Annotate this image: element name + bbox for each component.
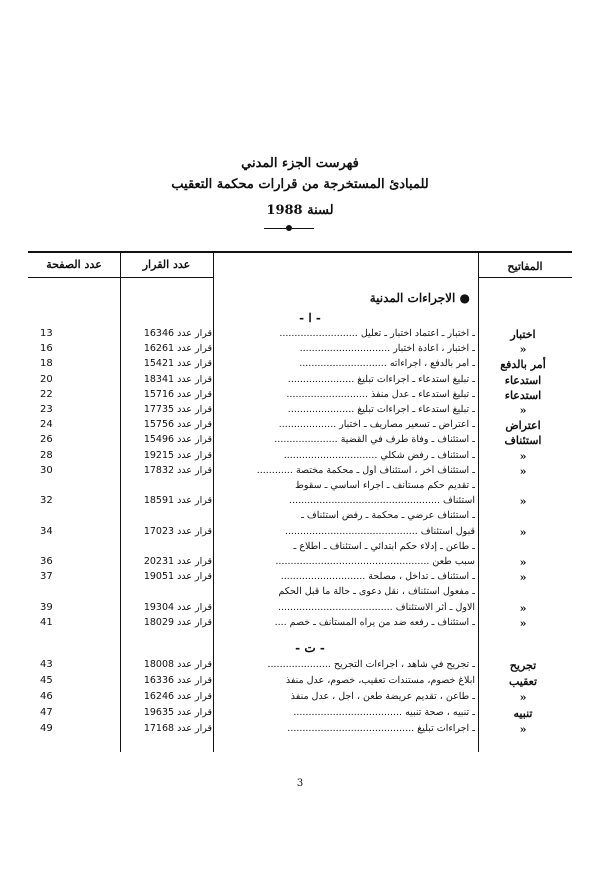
entry-keyword: اعتراض — [505, 419, 541, 433]
decision-number-cell: قرار عدد 19304 — [143, 601, 212, 613]
entry-keyword: استئناف — [504, 434, 542, 448]
entry-keyword: تعقيب — [508, 675, 538, 688]
decision-number-cell: قرار عدد 20231 — [143, 556, 212, 567]
entry-description: ـ استئناف آخر ، استئناف أول ـ محكمة مختصة ............ — [256, 464, 475, 476]
entry-description: استئناف .................................................. — [289, 495, 475, 507]
decision-number-cell: قرار عدد 17168 — [143, 723, 212, 734]
page-number-cell: 32 — [40, 495, 53, 507]
decision-number-cell: قرار عدد 18008 — [143, 659, 212, 670]
index-entry — [0, 434, 600, 450]
entry-description: الاول ـ أثر الاستئناف ...................................... — [277, 601, 475, 613]
entry-description: ـ اعتراض ـ تسعير مصاريف ـ اختبار ................... — [278, 419, 475, 431]
page-number-cell: 39 — [40, 601, 53, 613]
table-top-rule — [28, 251, 572, 253]
page-number-cell: 26 — [40, 434, 53, 446]
decision-number-cell: قرار عدد 15756 — [143, 419, 212, 431]
decision-number-cell: قرار عدد 19635 — [143, 707, 212, 718]
entry-description: ـ تبليغ استدعاء ـ عدل منفذ ........................... — [286, 388, 475, 400]
index-entry — [0, 675, 600, 691]
page-number-cell: 46 — [40, 691, 53, 702]
page-number-cell: 45 — [40, 675, 53, 686]
index-entry — [0, 571, 600, 587]
entry-description: ـ مفعول استئناف ، نقل دعوى ـ حالة ما قبل الحكم — [278, 586, 475, 598]
entry-keyword: تجريح — [509, 659, 537, 672]
index-entry — [0, 586, 600, 602]
letter-heading-a: - ا - — [299, 311, 321, 325]
entry-description: قبول استئناف ............................................ — [284, 525, 475, 537]
index-entry — [0, 328, 600, 344]
entry-description: ـ استئناف ـ وفاة طرف في القضية ..................... — [274, 434, 475, 446]
index-title: فهرست الجزء المدني — [241, 156, 359, 171]
index-entry — [0, 602, 600, 618]
decision-number-cell: قرار عدد 15421 — [143, 358, 212, 370]
page-number-cell: 22 — [40, 388, 53, 400]
entry-keyword: « — [519, 556, 527, 569]
index-entry — [0, 404, 600, 420]
letter-heading-t: - ت - — [295, 641, 325, 655]
column-header-decision: عدد القرار — [142, 258, 191, 271]
entry-keyword: « — [519, 495, 527, 509]
page-number-cell: 37 — [40, 571, 53, 583]
entry-description: ـ اختبار ـ اعتماد اختبار ـ تعليل .......................... — [279, 328, 475, 339]
entry-keyword: « — [519, 616, 527, 630]
page-number-cell: 28 — [40, 449, 53, 461]
page-number-cell: 49 — [40, 723, 53, 734]
page-number-cell: 36 — [40, 556, 53, 567]
page-number-cell: 20 — [40, 373, 53, 385]
decision-number-cell: قرار عدد 19051 — [143, 571, 212, 583]
title-ornament — [264, 225, 314, 231]
index-entry — [0, 358, 600, 374]
page-number-cell: 43 — [40, 659, 53, 670]
entry-description: ـ استئناف ـ تداخل ، مصلحة ............................ — [280, 571, 475, 583]
entry-keyword: « — [519, 691, 527, 704]
entry-description: ـ استئناف عرضي ـ محكمة ـ رفض استئناف ـ — [301, 510, 475, 522]
entry-keyword: « — [519, 404, 527, 417]
decision-number-cell: قرار عدد 18029 — [143, 616, 212, 628]
index-entry — [0, 526, 600, 542]
column-header-page: عدد الصفحة — [46, 258, 102, 271]
header-rule-page — [28, 277, 120, 278]
entry-description: ـ تبليغ استدعاء ـ اجراءات تبليغ ...................... — [287, 404, 475, 415]
entry-description: ـ اختبار ، اعادة اختبار .............................. — [299, 343, 475, 355]
entry-description: ـ تجريح في شاهد ، اجراءات التجريح ..................... — [267, 659, 475, 670]
page-number-cell: 24 — [40, 419, 53, 431]
entry-description: ـ طاعن ، تقديم عريضة طعن ، اجل ، عدل منفذ — [290, 691, 475, 702]
index-entry — [0, 480, 600, 496]
page-number: 3 — [296, 778, 304, 789]
entry-keyword: تنبيه — [513, 707, 533, 720]
index-year: لسنة 1988 — [266, 203, 334, 218]
decision-number-cell: قرار عدد 17735 — [143, 404, 212, 415]
page-number-cell: 34 — [40, 525, 53, 537]
index-entry — [0, 541, 600, 557]
entry-description: ـ استئناف ـ رفض شكلي ............................... — [283, 449, 475, 461]
entry-description: سبب طعن ................................................... — [275, 556, 475, 567]
index-entry — [0, 556, 600, 572]
entry-description: ـ أمر بالدفع ، اجراءاته ............................. — [299, 358, 475, 370]
decision-number-cell: قرار عدد 16261 — [143, 343, 212, 355]
index-entry — [0, 510, 600, 526]
entry-description: ـ اجراءات تبليغ .......................................... — [287, 723, 475, 734]
header-rule-decision — [120, 277, 213, 278]
decision-number-cell: قرار عدد 17023 — [143, 525, 212, 537]
decision-number-cell: قرار عدد 15496 — [143, 434, 212, 446]
index-entry — [0, 389, 600, 405]
entry-keyword: أمر بالدفع — [500, 358, 546, 372]
decision-number-cell: قرار عدد 15716 — [143, 388, 212, 400]
entry-keyword: « — [519, 723, 527, 736]
index-entry — [0, 419, 600, 435]
index-entry — [0, 723, 600, 739]
entry-description: ـ تنبيه ، صحة تنبيه .................................... — [293, 707, 475, 718]
decision-number-cell: قرار عدد 16246 — [143, 691, 212, 702]
index-entry — [0, 343, 600, 359]
decision-number-cell: قرار عدد 16346 — [143, 328, 212, 339]
index-entry — [0, 374, 600, 390]
entry-keyword: استدعاء — [504, 373, 542, 387]
entry-description: ـ تقديم حكم مستأنف ـ اجراء أساسي ـ سقوط — [295, 480, 475, 491]
decision-number-cell: قرار عدد 18591 — [143, 495, 212, 507]
entry-keyword: « — [519, 571, 527, 585]
index-entry — [0, 465, 600, 481]
page-number-cell: 13 — [40, 328, 53, 339]
entry-keyword: « — [519, 464, 527, 478]
index-entry — [0, 691, 600, 707]
section-heading: ● الاجراءات المدنية — [369, 291, 470, 305]
entry-keyword: « — [519, 343, 527, 357]
index-entry — [0, 707, 600, 723]
decision-number-cell: قرار عدد 16336 — [143, 675, 212, 686]
index-entry — [0, 617, 600, 633]
entry-description: ابلاغ خصوم، مستندات تعقيب، خصوم، عدل منفذ — [285, 675, 475, 686]
page-number-cell: 16 — [40, 343, 53, 355]
header-rule-keys — [478, 277, 572, 278]
page-number-cell: 18 — [40, 358, 53, 370]
decision-number-cell: قرار عدد 19215 — [143, 449, 212, 461]
page-number-cell: 47 — [40, 707, 53, 718]
decision-number-cell: قرار عدد 18341 — [143, 373, 212, 385]
entry-keyword: استدعاء — [504, 388, 542, 402]
page-number-cell: 41 — [40, 616, 53, 628]
entry-keyword: « — [519, 601, 527, 615]
column-header-keys: المفاتيح — [507, 260, 543, 273]
decision-number-cell: قرار عدد 17832 — [143, 464, 212, 476]
entry-description: ـ طاعن ـ إدلاء حكم ابتدائي ـ استئناف ـ اطلاع ـ — [293, 540, 475, 552]
page-number-cell: 30 — [40, 464, 53, 476]
page-number-cell: 23 — [40, 404, 53, 415]
index-subtitle: للمبادئ المستخرجة من قرارات محكمة التعقيب — [171, 177, 429, 192]
entry-description: ـ تبليغ استدعاء ـ اجراءات تبليغ ...................... — [287, 373, 475, 385]
index-entry — [0, 495, 600, 511]
index-entry — [0, 659, 600, 675]
entry-description: ـ استئناف ـ رفعه ضد من يراه المستأنف ـ خصم .... — [274, 616, 475, 628]
index-entry — [0, 450, 600, 466]
entry-keyword: « — [519, 525, 527, 539]
entry-keyword: اختبار — [510, 328, 536, 341]
entry-keyword: « — [519, 449, 527, 463]
